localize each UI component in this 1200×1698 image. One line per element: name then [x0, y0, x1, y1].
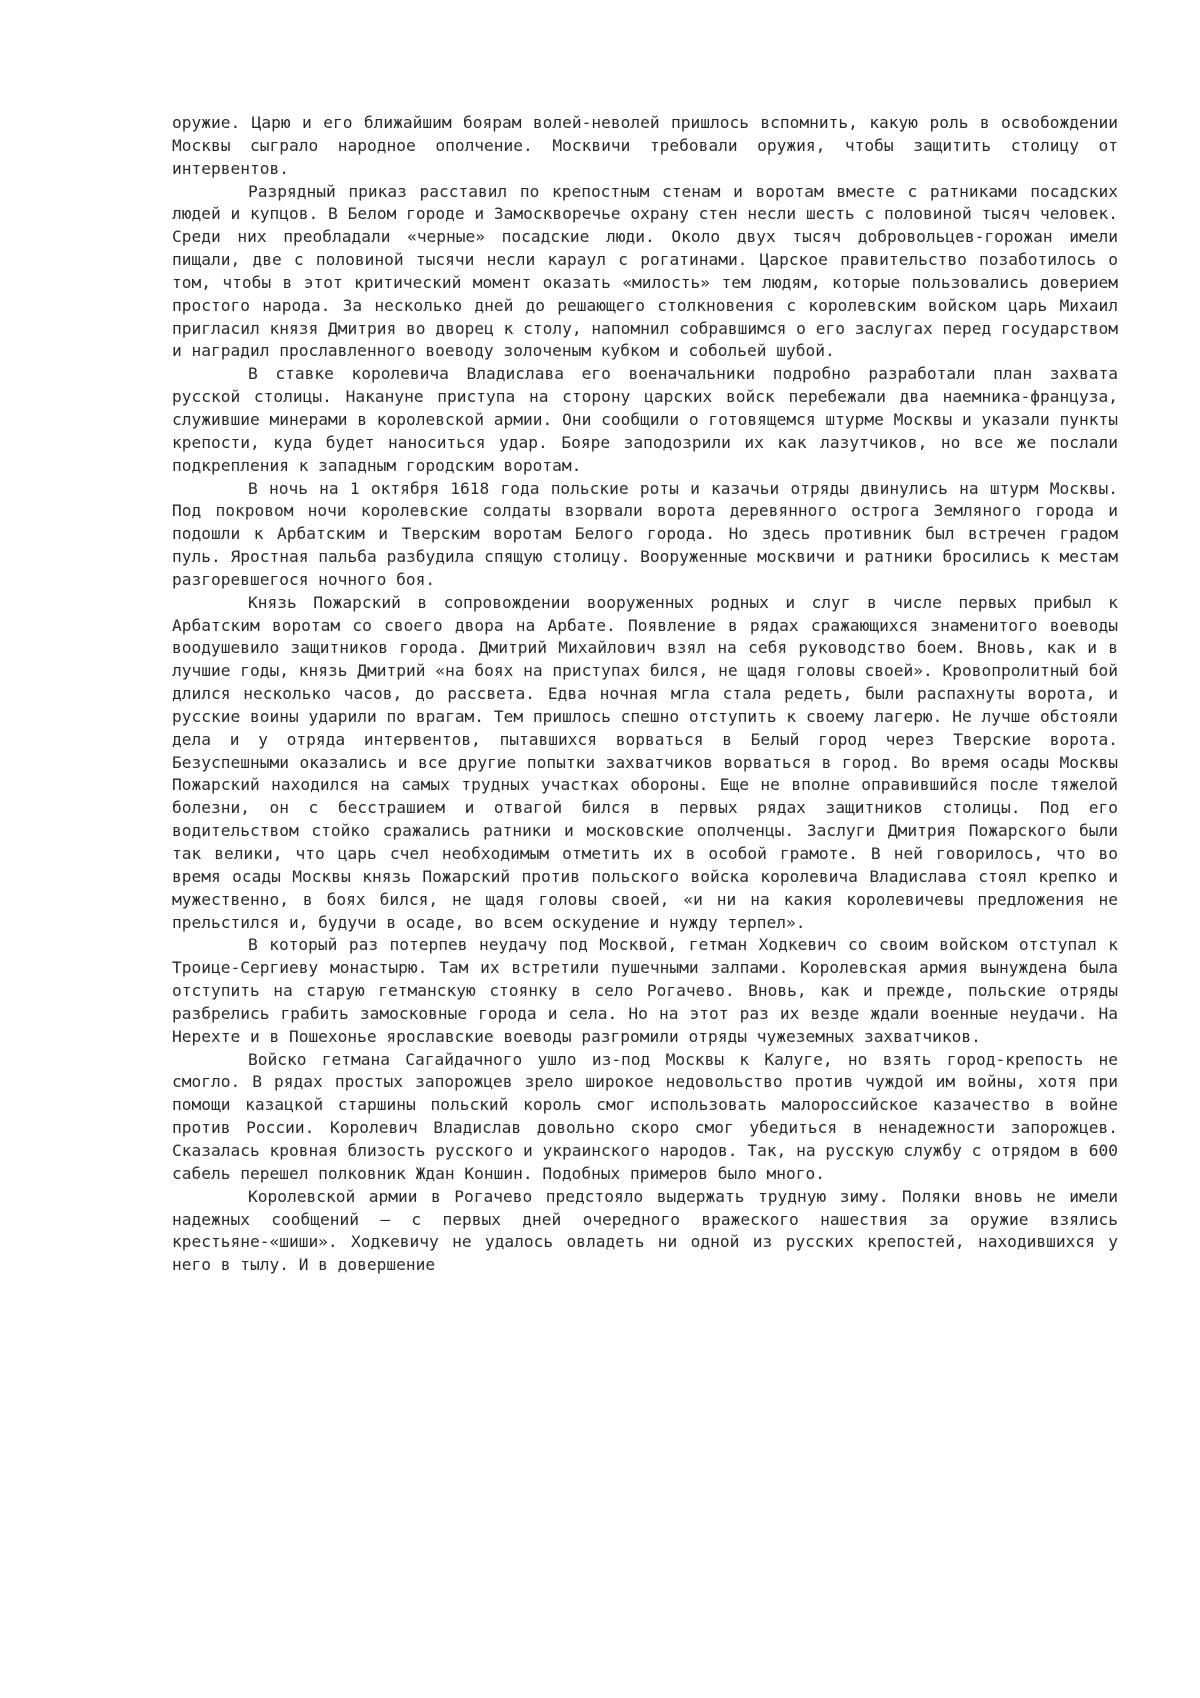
paragraph-2: Разрядный приказ расставил по крепостным стенам и воротам вместе с ратниками посадских людей и купцов. В Белом городе и Замоскворечье охрану стен несли шесть с половиной тысяч человек. Среди них преобладали «черные» посадские люди. Около двух тысяч добровольцев-горожан имели пищали, две с половиной тысячи несли караул с рогатинами. Царское правительство позаботилось о том, чтобы в этот критический момент оказать «милость» тем людям, которые пользовались доверием простого народа. За несколько дней до решающего столкновения с королевским войском царь Михаил пригласил князя Дмитрия во дворец к столу, напомнил собравшимся о его заслугах перед государством и наградил прославленного воеводу золоченым кубком и собольей шубой.: [172, 181, 1118, 361]
document-page: [172, 112, 1118, 1277]
paragraph-5: Князь Пожарский в сопровождении вооруженных родных и слуг в числе первых прибыл к Арбатским воротам со своего двора на Арбате. Появление в рядах сражающихся знаменитого воеводы воодушевило защитников города. Дмитрий Михайлович взял на себя руководство боем. Вновь, как и в лучшие годы, князь Дмитрий «на боях на приступах бился, не щадя головы своей». Кровопролитный бой длился несколько часов, до рассвета. Едва ночная мгла стала редеть, были распахнуты ворота, и русские воины ударили по врагам. Тем пришлось спешно отступить к своему лагерю. Не лучше обстояли дела и у отряда интервентов, пытавшихся ворваться в Белый город через Тверские ворота. Безуспешными оказались и все другие попытки захватчиков ворваться в город. Во время осады Москвы Пожарский находился на самых трудных участках обороны. Еще не вполне оправившийся после тяжелой болезни, он с бесстрашием и отвагой бился в первых рядах защитников столицы. Под его водительством стойко сражались ратники и московские ополченцы. Заслуги Дмитрия Пожарского были так велики, что царь счел необходимым отметить их в особой грамоте. В ней говорилось, что во время осады Москвы князь Пожарский против польского войска королевича Владислава стоял крепко и мужественно, в боях бился, не щадя головы своей, «и ни на какия королевичевы предложения не прельстился и, будучи в осаде, во всем оскудение и нужду терпел».: [172, 592, 1118, 932]
paragraph-6: В который раз потерпев неудачу под Москвой, гетман Ходкевич со своим войском отступал к Троице-Сергиеву монастырю. Там их встретили пушечными залпами. Королевская армия вынуждена была отступить на старую гетманскую стоянку в село Рогачево. Вновь, как и прежде, польские отряды разбрелись грабить замосковные города и села. Но на этот раз их везде ждали военные неудачи. На Нерехте и в Пошехонье ярославские воеводы разгромили отряды чужеземных захватчиков.: [172, 935, 1118, 1046]
paragraph-7: Войско гетмана Сагайдачного ушло из-под Москвы к Калуге, но взять город-крепость не смогло. В рядах простых запорожцев зрело широкое недовольство против чуждой им войны, хотя при помощи казацкой старшины польский король смог использовать малороссийское казачество в войне против России. Королевич Владислав довольно скоро смог убедиться в ненадежности запорожцев. Сказалась кровная близость русского и украинского народов. Так, на русскую службу с отрядом в 600 сабель перешел полковник Ждан Коншин. Подобных примеров было много.: [172, 1049, 1118, 1183]
paragraph-3: В ставке королевича Владислава его военачальники подробно разработали план захвата русской столицы. Накануне приступа на сторону царских войск перебежали два наемника-француза, служившие минерами в королевской армии. Они сообщили о готовящемся штурме Москвы и указали пункты крепости, куда будет наноситься удар. Бояре заподозрили их как лазутчиков, но все же послали подкрепления к западным городским воротам.: [172, 364, 1118, 475]
paragraph-1: оружие. Царю и его ближайшим боярам волей-неволей пришлось вспомнить, какую роль в освобождении Москвы сыграло народное ополчение. Москвичи требовали оружия, чтобы защитить столицу от интервентов.: [172, 113, 1118, 178]
paragraph-8: Королевской армии в Рогачево предстояло выдержать трудную зиму. Поляки вновь не имели надежных сообщений – с первых дней очередного вражеского нашествия за оружие взялись крестьяне-«шиши». Ходкевичу не удалось овладеть ни одной из русских крепостей, находившихся у него в тылу. И в довершение: [172, 1186, 1118, 1275]
paragraph-4: В ночь на 1 октября 1618 года польские роты и казачьи отряды двинулись на штурм Москвы. Под покровом ночи королевские солдаты взорвали ворота деревянного острога Земляного города и подошли к Арбатским и Тверским воротам Белого города. Но здесь противник был встречен градом пуль. Яростная пальба разбудила спящую столицу. Вооруженные москвичи и ратники бросились к местам разгоревшегося ночного боя.: [172, 478, 1118, 589]
